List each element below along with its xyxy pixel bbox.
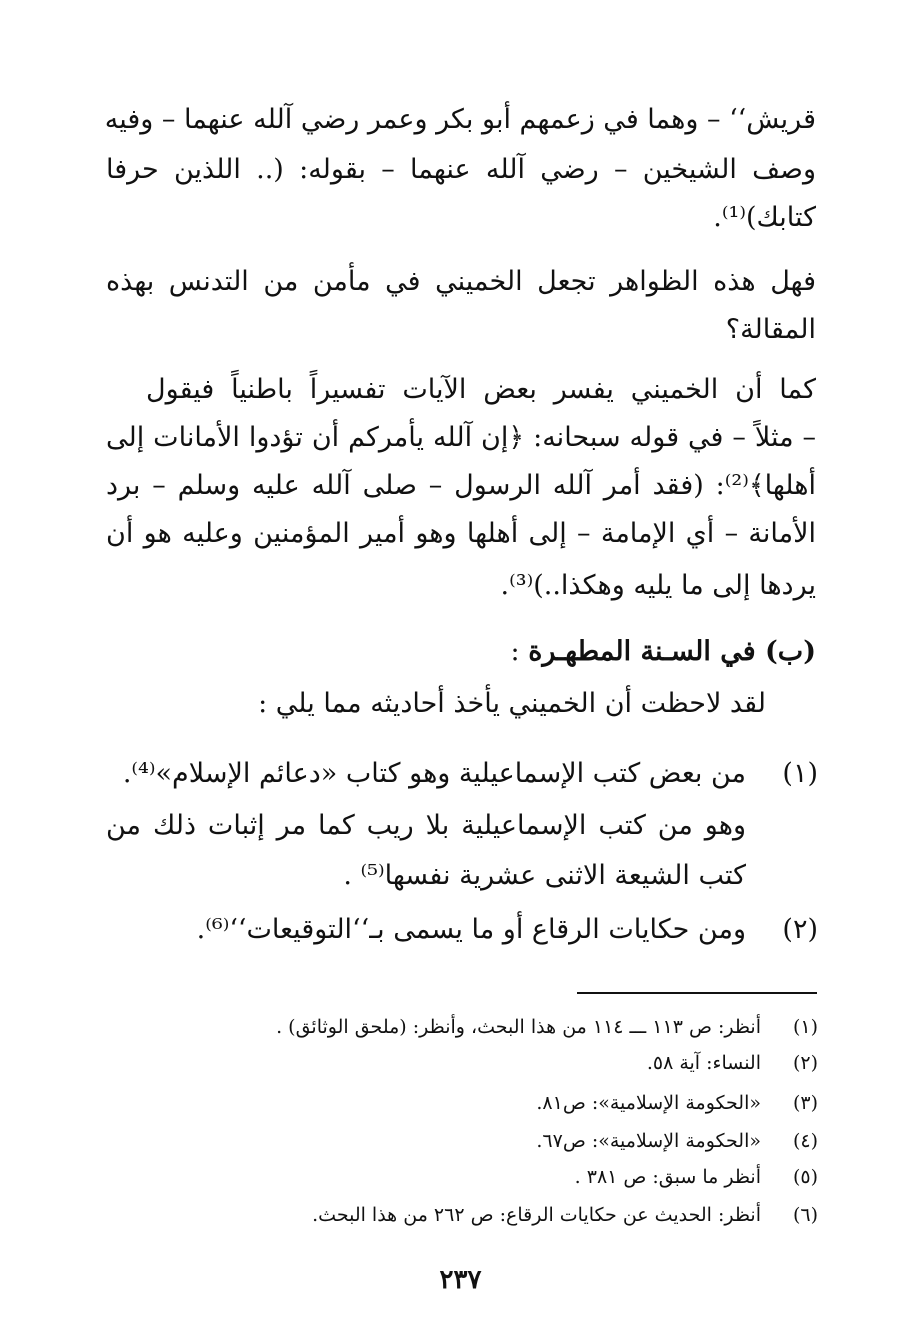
footnote-text: «الحكومة الإسلامية»: ص٦٧. <box>536 1130 761 1152</box>
section-heading <box>511 632 817 672</box>
footnote-text: أنظر ما سبق: ص ٣٨١ . <box>574 1166 761 1188</box>
list-item-line: كتب الشيعة الاثنى عشرية نفسها⁽⁵⁾ . <box>343 860 746 891</box>
body-line: كتابك)⁽¹⁾. <box>713 202 816 233</box>
list-item-line: من بعض كتب الإسماعيلية وهو كتاب «دعائم الإسلام»⁽⁴⁾. <box>122 758 746 789</box>
footnote-number: (٣) <box>792 1092 818 1114</box>
footnote-text: «الحكومة الإسلامية»: ص٨١. <box>536 1092 761 1114</box>
section-intro: لقد لاحظت أن الخميني يأخذ أحاديثه مما يلي : <box>258 688 766 719</box>
body-line: كما أن الخميني يفسر بعض الآيات تفسيراً باطنياً فيقول <box>146 374 816 405</box>
body-line: – مثلاً – في قوله سبحانه: ﴿إن آلله يأمركم أن تؤدوا الأمانات إلى <box>106 422 816 453</box>
list-item-line: وهو من كتب الإسماعيلية بلا ريب كما مر إثبات ذلك من <box>106 810 746 841</box>
body-line: الأمانة – أي الإمامة – إلى أهلها وهو أمير المؤمنين وعليه هو أن <box>106 518 816 549</box>
list-item-line: ومن حكايات الرقاع أو ما يسمى بـ‘‘التوقيعات‘‘⁽⁶⁾. <box>196 914 746 945</box>
footnote-number: (١) <box>792 1016 818 1038</box>
body-line: وصف الشيخين – رضي آلله عنهما – بقوله: (.. اللذين حرفا <box>106 154 816 185</box>
footnote-text: النساء: آية ٥٨. <box>646 1052 761 1074</box>
footnote-separator <box>577 992 817 994</box>
list-item-number: (١) <box>782 758 818 789</box>
footnote-number: (٤) <box>792 1130 818 1152</box>
body-line: المقالة؟ <box>725 314 816 345</box>
section-heading-text: (ب) في السـنة المطهـرة <box>528 636 816 667</box>
section-heading-colon: : <box>510 636 529 667</box>
footnote-number: (٦) <box>792 1204 818 1226</box>
body-line: فهل هذه الظواهر تجعل الخميني في مأمن من التدنس بهذه <box>106 266 816 297</box>
footnote-text: أنظر: الحديث عن حكايات الرقاع: ص ٢٦٢ من هذا البحث. <box>312 1204 761 1226</box>
footnote-number: (٢) <box>792 1052 818 1074</box>
list-item-number: (٢) <box>782 914 818 945</box>
page-number: ٢٣٧ <box>439 1265 482 1295</box>
body-line: أهلها﴾⁽²⁾: (فقد أمر آلله الرسول – صلى آلله عليه وسلم – برد <box>106 470 816 501</box>
footnote-text: أنظر: ص ١١٣ ـــ ١١٤ من هذا البحث، وأنظر: (ملحق الوثائق) . <box>276 1016 761 1038</box>
footnote-number: (٥) <box>792 1166 818 1188</box>
body-line: يردها إلى ما يليه وهكذا..)⁽³⁾. <box>500 570 816 601</box>
body-line: قريش‘‘ – وهما في زعمهم أبو بكر وعمر رضي آلله عنهما – وفيه <box>104 104 816 135</box>
